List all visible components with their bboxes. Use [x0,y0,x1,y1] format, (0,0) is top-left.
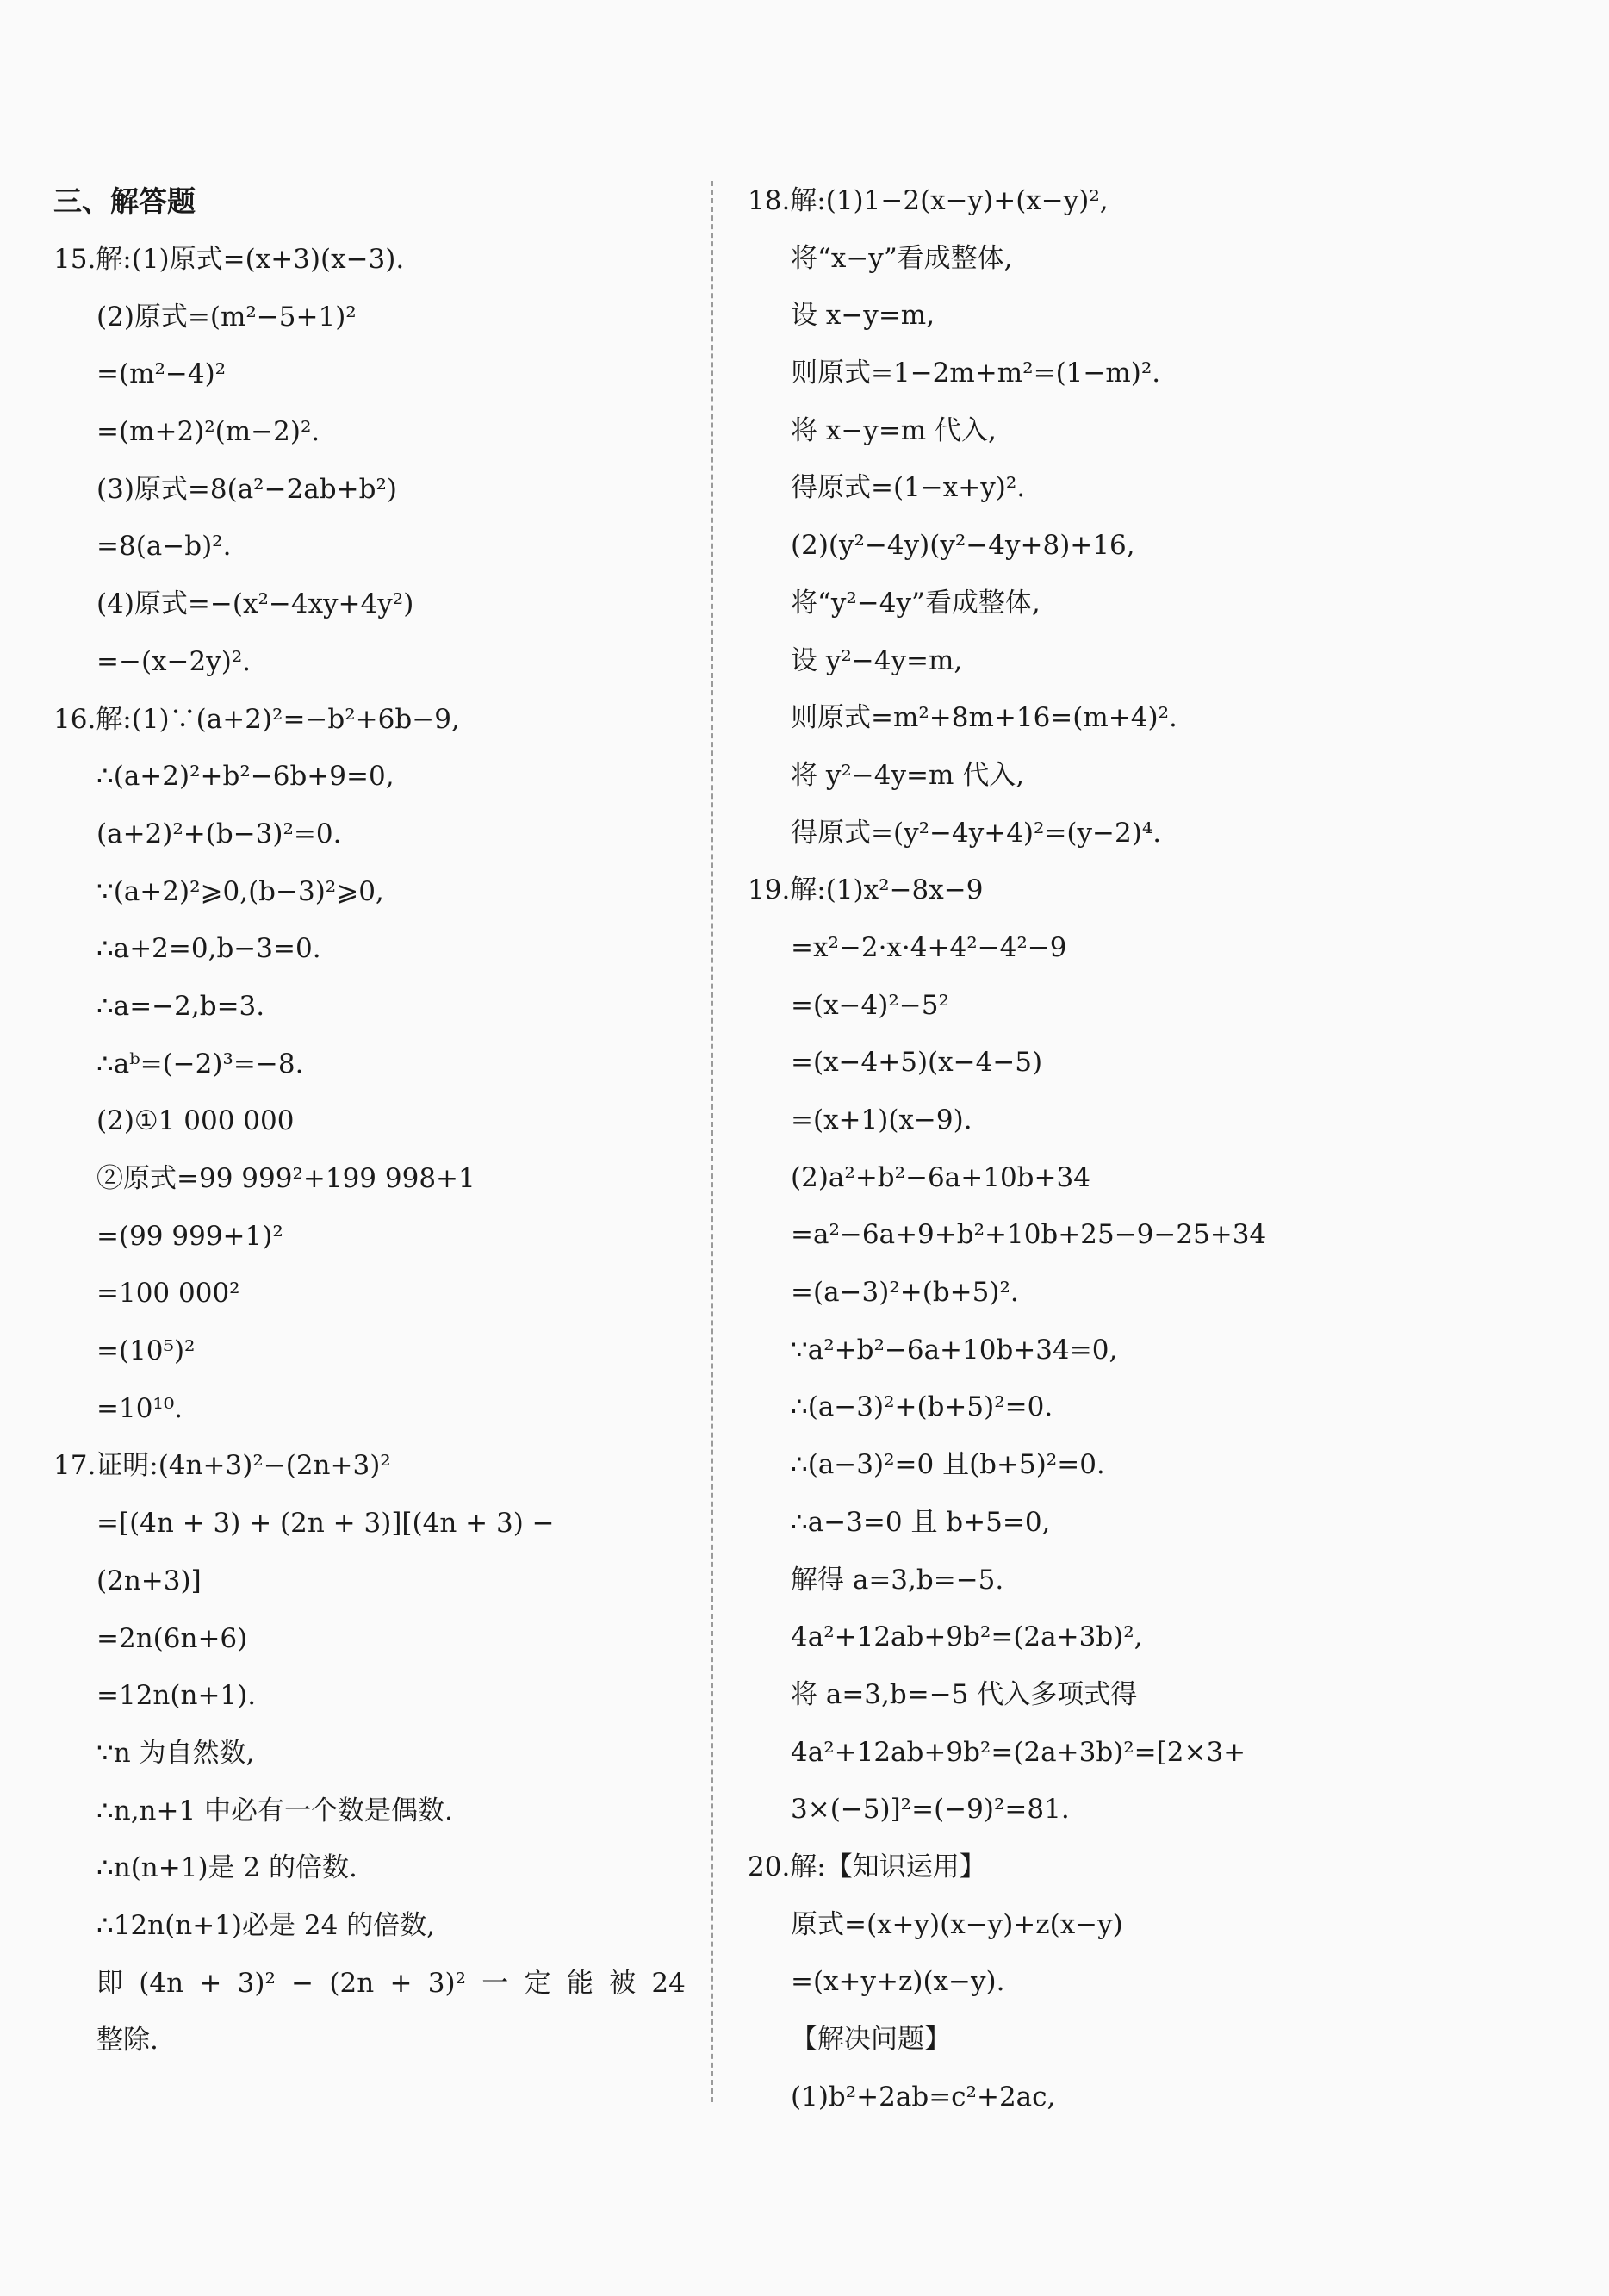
solution-line: 则原式=m²+8m+16=(m+4)². [791,702,1177,734]
justified-word: 3)² [427,1967,467,1999]
solution-line: (2)a²+b²−6a+10b+34 [791,1161,1090,1193]
right-solution-lines [748,172,1420,2125]
solution-line: 【解决问题】 [791,2024,951,2055]
solution-line: 3×(−5)]²=(−9)²=81. [791,1794,1070,1826]
solution-line: 将“x−y”看成整体, [791,242,1013,274]
solution-line: 将 y²−4y=m 代入, [791,759,1025,791]
solution-line: ②原式=99 999²+199 998+1 [96,1163,475,1194]
solution-line: =100 000² [96,1278,240,1310]
solution-line: ∴(a−3)²=0 且(b+5)²=0. [791,1449,1105,1481]
solution-line: ∵a²+b²−6a+10b+34=0, [791,1334,1118,1366]
solution-line: ∵(a+2)²⩾0,(b−3)²⩾0, [96,875,384,907]
solution-line: 4a²+12ab+9b²=(2a+3b)²=[2×3+ [791,1736,1246,1768]
solution-line: (1)b²+2ab=c²+2ac, [791,2081,1056,2112]
solution-line: =2n(6n+6) [96,1622,248,1654]
solution-line: =(99 999+1)² [96,1220,283,1252]
justified-word: 能 [566,1967,593,1999]
solution-line: 得原式=(1−x+y)². [791,472,1026,504]
solution-line: =(x+y+z)(x−y). [791,1966,1005,1998]
solution-line [53,1955,691,2013]
solution-line: (2)①1 000 000 [96,1105,295,1137]
justified-word: 定 [524,1967,551,1999]
solution-line: (3)原式=8(a²−2ab+b²) [96,473,397,505]
solution-line: (2n+3)] [96,1565,202,1596]
solution-line: 将 x−y=m 代入, [791,414,997,446]
solution-line: =(m+2)²(m−2)². [96,416,320,448]
solution-line: 得原式=(y²−4y+4)²=(y−2)⁴. [791,817,1162,849]
solution-line: =(x+1)(x−9). [791,1104,972,1136]
problem-number-line: 17.证明:(4n+3)²−(2n+3)² [53,1450,391,1482]
solution-line: ∴a=−2,b=3. [96,990,265,1022]
solution-line: =−(x−2y)². [96,645,252,677]
solution-line: (2)(y²−4y)(y²−4y+8)+16, [791,530,1135,562]
justified-word: 被 [609,1967,637,1999]
right-column [748,172,1420,2125]
section-title: 三、解答题 [53,184,196,218]
solution-line: ∴a+2=0,b−3=0. [96,933,321,965]
solution-line: ∴a−3=0 且 b+5=0, [791,1506,1051,1538]
solution-line: 将 a=3,b=−5 代入多项式得 [791,1678,1138,1710]
solution-line: 设 y²−4y=m, [791,644,963,676]
solution-line: 解得 a=3,b=−5. [791,1564,1004,1596]
solution-line: (a+2)²+(b−3)²=0. [96,818,342,849]
solution-line: =x²−2·x·4+4²−4²−9 [791,931,1067,963]
problem-number-line: 15.解:(1)原式=(x+3)(x−3). [53,244,405,275]
solution-line: ∴12n(n+1)必是 24 的倍数, [96,1909,435,1941]
solution-line: =(x−4+5)(x−4−5) [791,1047,1043,1079]
solution-line: =(10⁵)² [96,1335,196,1367]
problem-number-line: 20.解:【知识运用】 [748,1851,986,1882]
solution-line: ∴n(n+1)是 2 的倍数. [96,1852,357,1884]
solution-line: (2)原式=(m²−5+1)² [96,301,357,333]
solution-line: 4a²+12ab+9b²=(2a+3b)², [791,1621,1143,1653]
solution-line: =(x−4)²−5² [791,989,949,1021]
solution-line: 则原式=1−2m+m²=(1−m)². [791,358,1161,389]
solution-line: =10¹⁰. [96,1392,183,1424]
left-solution-lines [53,231,691,2069]
solution-line: ∴n,n+1 中必有一个数是偶数. [96,1795,453,1826]
justified-word: 3)² [237,1967,276,1999]
solution-line: =(m²−4)² [96,358,227,390]
justified-word: (4n [139,1967,184,1999]
solution-line: =12n(n+1). [96,1680,257,1712]
solution-line: 整除. [96,2025,158,2056]
solution-line: =a²−6a+9+b²+10b+25−9−25+34 [791,1219,1267,1251]
solution-line: =8(a−b)². [96,531,232,563]
justified-word: 即 [96,1967,123,1999]
justified-word: (2n [329,1967,375,1999]
solution-line: (4)原式=−(x²−4xy+4y²) [96,588,414,620]
justified-word: − [291,1967,314,1999]
solution-line: ∴(a+2)²+b²−6b+9=0, [96,761,394,793]
solution-line: ∴aᵇ=(−2)³=−8. [96,1048,304,1080]
problem-number-line: 16.解:(1)∵(a+2)²=−b²+6b−9, [53,703,460,735]
justified-word: + [199,1967,222,1999]
problem-number-line: 18.解:(1)1−2(x−y)+(x−y)², [748,185,1109,216]
column-divider [711,181,713,2102]
solution-line: ∴(a−3)²+(b+5)²=0. [791,1391,1053,1423]
solution-line: =[(4n + 3) + (2n + 3)][(4n + 3) − [96,1508,555,1540]
justified-word: + [389,1967,413,1999]
justified-word: 24 [651,1967,686,1999]
solution-line: 将“y²−4y”看成整体, [791,587,1041,619]
justified-word: 一 [481,1967,509,1999]
solution-line: 原式=(x+y)(x−y)+z(x−y) [791,1908,1123,1940]
solution-line: =(a−3)²+(b+5)². [791,1277,1019,1309]
solution-line: ∵n 为自然数, [96,1737,255,1769]
problem-number-line: 19.解:(1)x²−8x−9 [748,874,984,906]
solution-line: 设 x−y=m, [791,300,935,332]
left-column [53,172,691,2069]
